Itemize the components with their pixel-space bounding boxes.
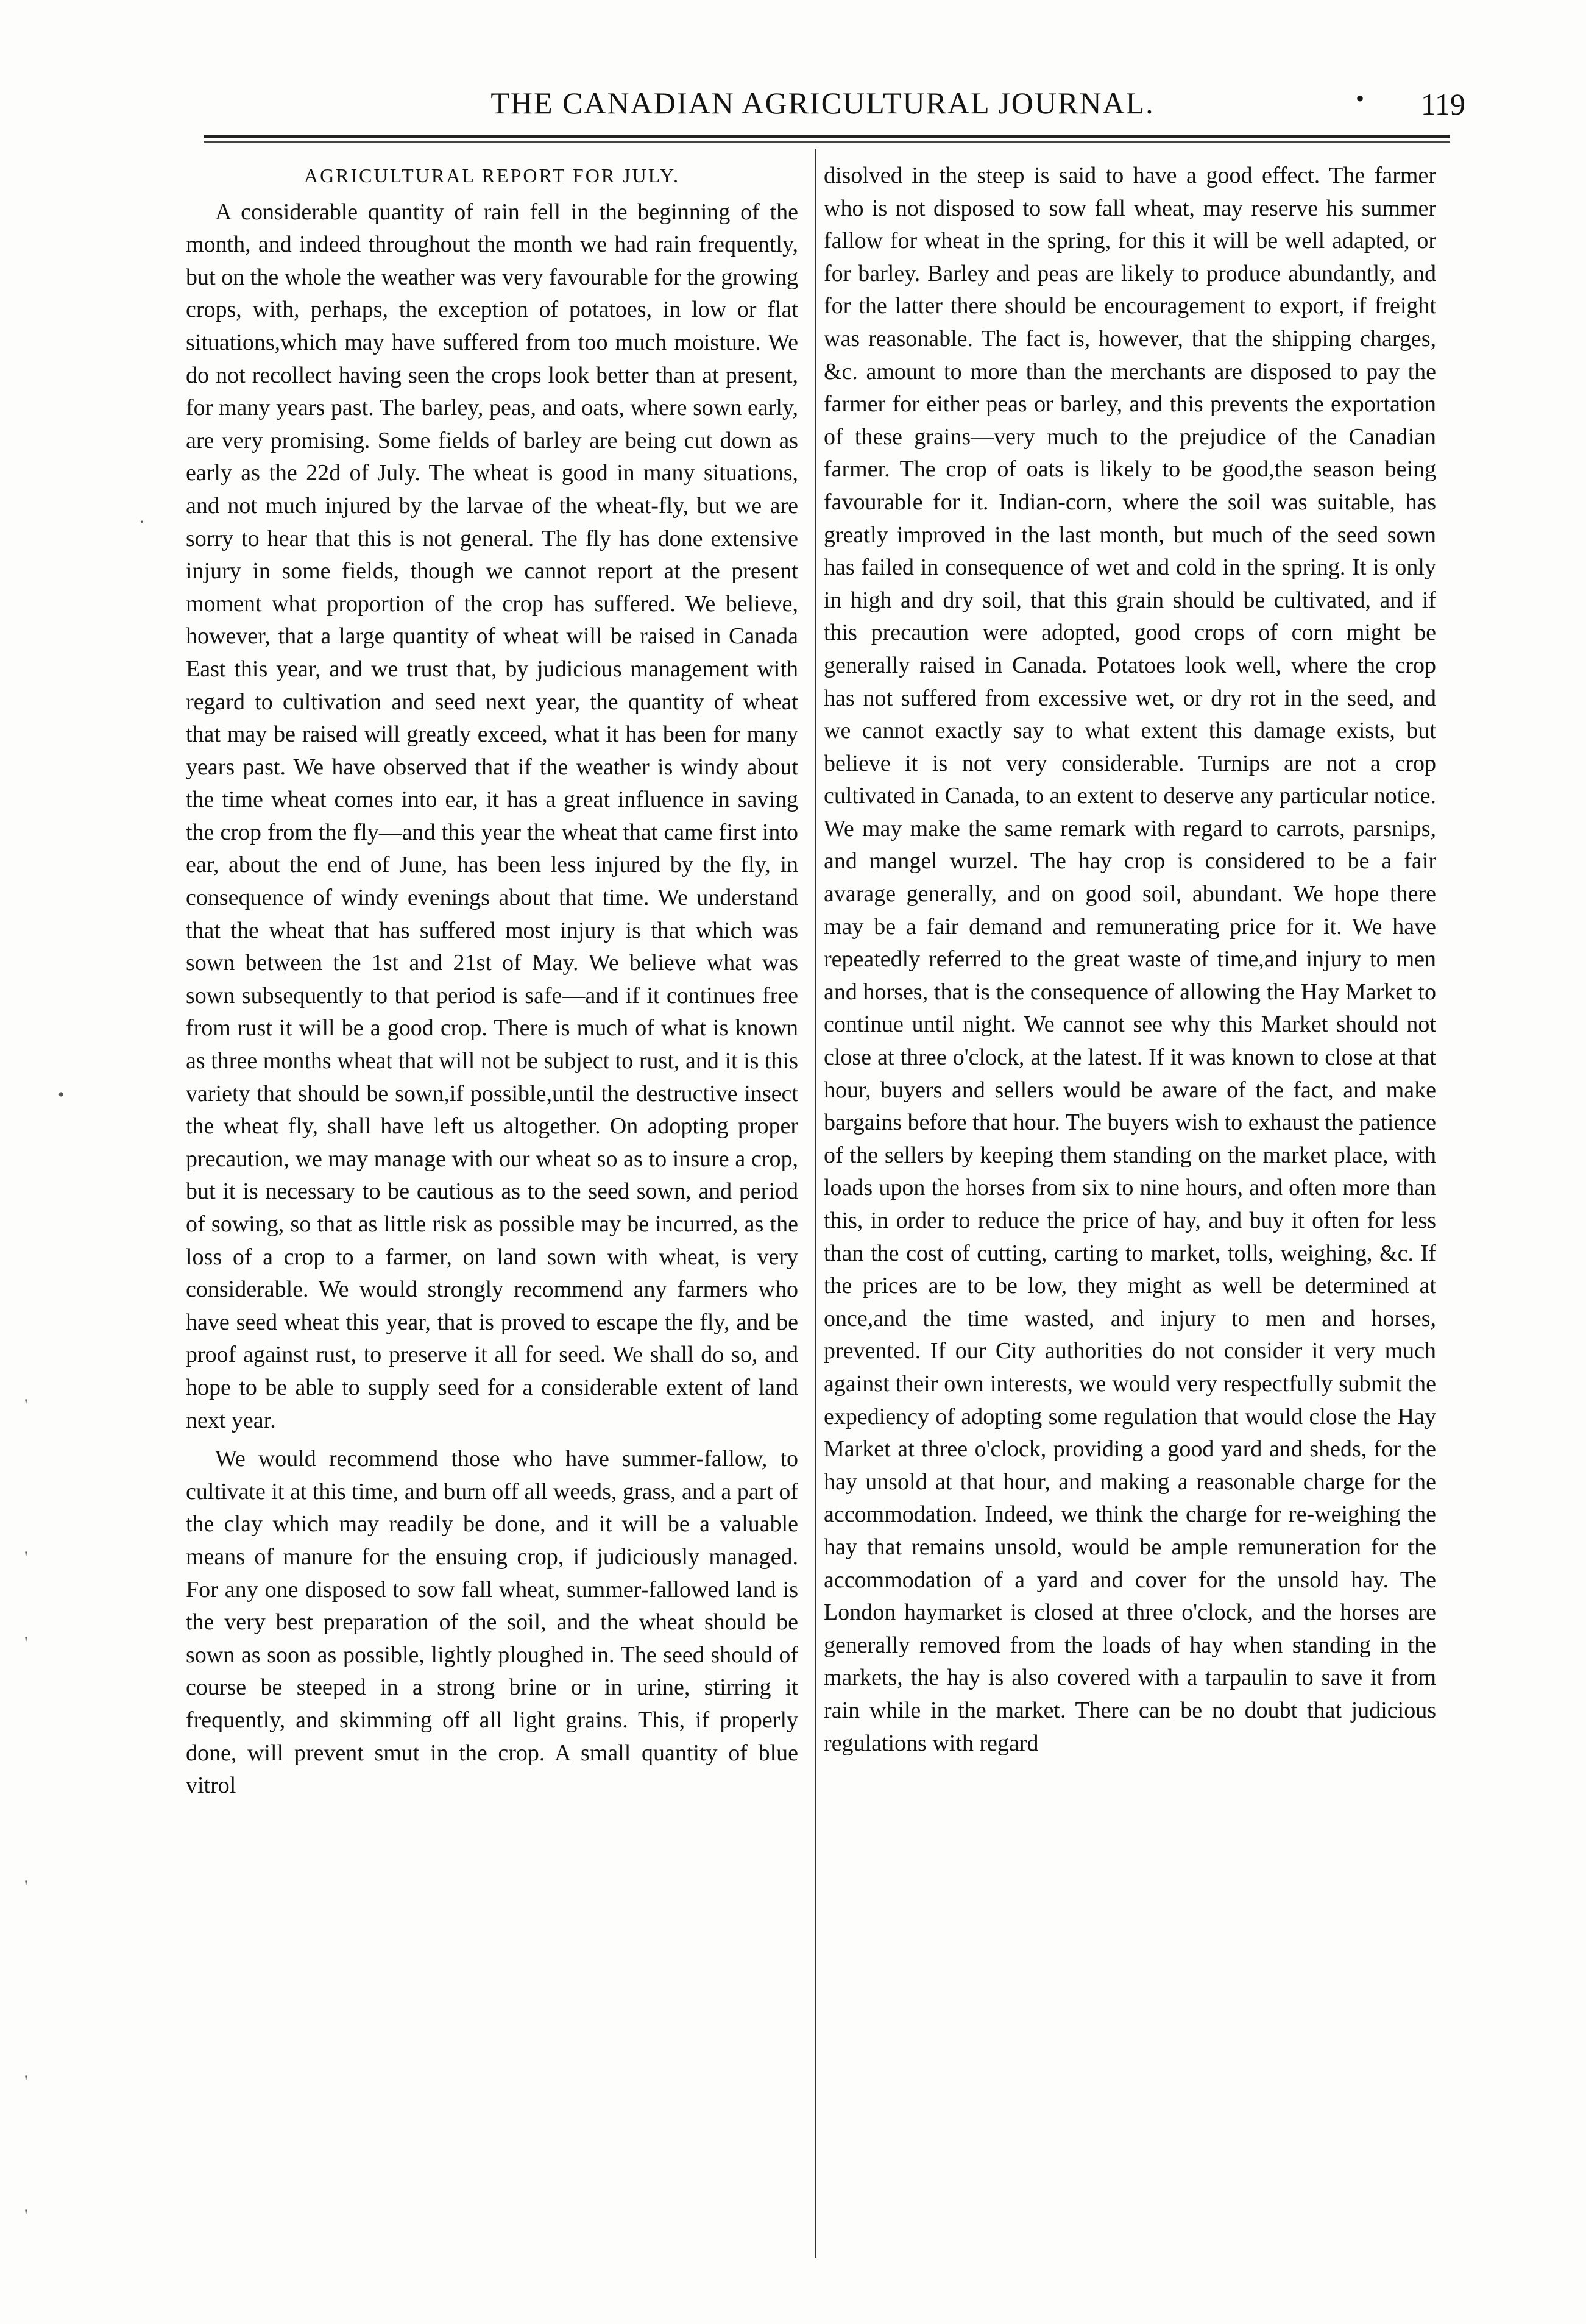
header-rule-secondary xyxy=(204,141,1450,143)
running-head: THE CANADIAN AGRICULTURAL JOURNAL. xyxy=(490,86,1155,120)
paragraph-continued: disolved in the steep is said to have a good effect. The farmer who is not disposed to sow fall wheat, may reserve his summer fallow for wheat in the spring, for this it will be well adapted, or for barley. Barley and peas are likely to produce abundantly, and for the latter there should be encouragement to export, if freight was reasonable. The fact is, however, that the shipping charges, &c. amount to more than the merchants are disposed to pay the farmer for either peas or barley, and this prevents the exportation of these grains—very much to the prejudice of the Canadian farmer. The crop of oats is likely to be good,the season being favourable for it. Indian-corn, where the soil was suitable, has greatly improved in the last month, but much of the seed sown has failed in consequence of wet and cold in the spring. It is only in high and dry soil, that this grain should be cultivated, and if this precaution were adopted, good crops of corn might be generally raised in Canada. Potatoes look well, where the crop has not suffered from excessive wet, or dry rot in the seed, and we cannot exactly say to what extent this damage exists, but believe it is not very considerable. Turnips are not a crop cultivated in Canada, to an extent to deserve any particular notice. We may make the same remark with regard to carrots, parsnips, and mangel wurzel. The hay crop is considered to be a fair avarage generally, and on good soil, abundant. We hope there may be a fair demand and remunerating price for it. We have repeatedly referred to the great waste of time,and injury to men and horses, that is the consequence of allowing the Hay Market to continue until night. We cannot see why this Market should not close at three o'clock, at the latest. If it was known to close at that hour, buyers and sellers would be aware of the fact, and make bargains before that hour. The buyers wish to exhaust the patience of the sellers by keeping them standing on the market place, with loads upon the horses from six to nine hours, and often more than this, in order to reduce the price of hay, and buy it often for less than the cost of cutting, carting to market, tolls, weighing, &c. If the prices are to be low, they might as well be determined at once,and the time wasted, and injury to men and horses, prevented. If our City authorities do not consider it very much against their own interests, we would very respectfully submit the expediency of adopting some regulation that would close the Hay Market at three o'clock, providing a good yard and sheds, for the hay unsold at that hour, and making a reasonable charge for the accommodation. Indeed, we think the charge for re-weighing the hay that remains unsold, would be ample remuneration for the accommodation of a yard and cover for the unsold hay. The London haymarket is closed at three o'clock, and the horses are generally removed from the loads of hay when standing in the markets, the hay is also covered with a tarpaulin to save it from rain while in the market. There can be no doubt that judicious regulations with regard xyxy=(824,163,1436,1756)
header-rule xyxy=(204,135,1450,138)
margin-tick: ' xyxy=(24,2072,28,2092)
paragraph-summer-fallow: We would recommend those who have summer-fallow, to cultivate it at this time, and burn off all weeds, grass, and a part of the clay which may readily be done, and it will be a valuable means of manure for the ensuing crop, if judiciously managed. For any one disposed to sow fall wheat, summer-fallowed land is the very best preparation of the soil, and the wheat should be sown as soon as possible, lightly ploughed in. The seed should of course be steeped in a strong brine or in urine, stirring it frequently, and skimming off all light grains. This, if properly done, will prevent smut in the crop. A small quantity of blue vitrol xyxy=(186,1446,798,1799)
paragraph-weather-report: A considerable quantity of rain fell in the beginning of the month, and indeed throughout the month we had rain frequently, but on the whole the weather was very favourable for the growing crops, with, perhaps, the exception of potatoes, in low or flat situations,which may have suffered from too much moisture. We do not recollect having seen the crops look better than at present, for many years past. The barley, peas, and oats, where sown early, are very promising. Some fields of barley are being cut down as early as the 22d of July. The wheat is good in many situations, and not much injured by the larvae of the wheat-fly, but we are sorry to hear that this is not general. The fly has done extensive injury in some fields, though we cannot report at the present moment what proportion of the crop has suffered. We believe, however, that a large quantity of wheat will be raised in Canada East this year, and we trust that, by judicious management with regard to cultivation and seed next year, the quantity of wheat that may be raised will greatly exceed, what it has been for many years past. We have observed that if the weather is windy about the time wheat comes into ear, it has a great influence in saving the crop from the fly—and this year the wheat that came first into ear, about the end of June, has been less injured by the fly, in consequence of windy evenings about that time. We understand that the wheat that has suffered most injury is that which was sown between the 1st and 21st of May. We believe what was sown subsequently to that period is safe—and if it continues free from rust it will be a good crop. There is much of what is known as three months wheat that will not be subject to rust, and it is this variety that should be sown,if possible,until the destructive insect the wheat fly, shall have left us altogether. On adopting proper precaution, we may manage with our wheat so as to insure a crop, but it is necessary to be cautious as to the seed sown, and period of sowing, so that as little risk as possible may be incurred, as the loss of a crop to a farmer, on land sown with wheat, is very considerable. We would strongly recommend any farmers who have seed wheat this year, that is proved to escape the fly, and be proof against rust, to preserve it all for seed. We shall do so, and hope to be able to supply seed for a considerable extent of land next year. xyxy=(186,199,798,1433)
margin-tick: ' xyxy=(24,1395,28,1415)
margin-dot: • xyxy=(58,1085,65,1105)
margin-tick: ' xyxy=(24,1877,28,1897)
margin-tick: ' xyxy=(24,1633,28,1653)
margin-dot: · xyxy=(139,512,145,532)
margin-tick: ' xyxy=(24,1548,28,1568)
column-divider xyxy=(815,149,816,2258)
margin-marks xyxy=(0,0,183,2324)
article-heading: AGRICULTURAL REPORT FOR JULY. xyxy=(303,165,681,186)
left-column xyxy=(186,160,798,2262)
right-column xyxy=(824,160,1436,2262)
page-number: 119 xyxy=(1420,87,1465,121)
header-dot: • xyxy=(1356,85,1365,112)
margin-tick: ' xyxy=(24,2206,28,2226)
